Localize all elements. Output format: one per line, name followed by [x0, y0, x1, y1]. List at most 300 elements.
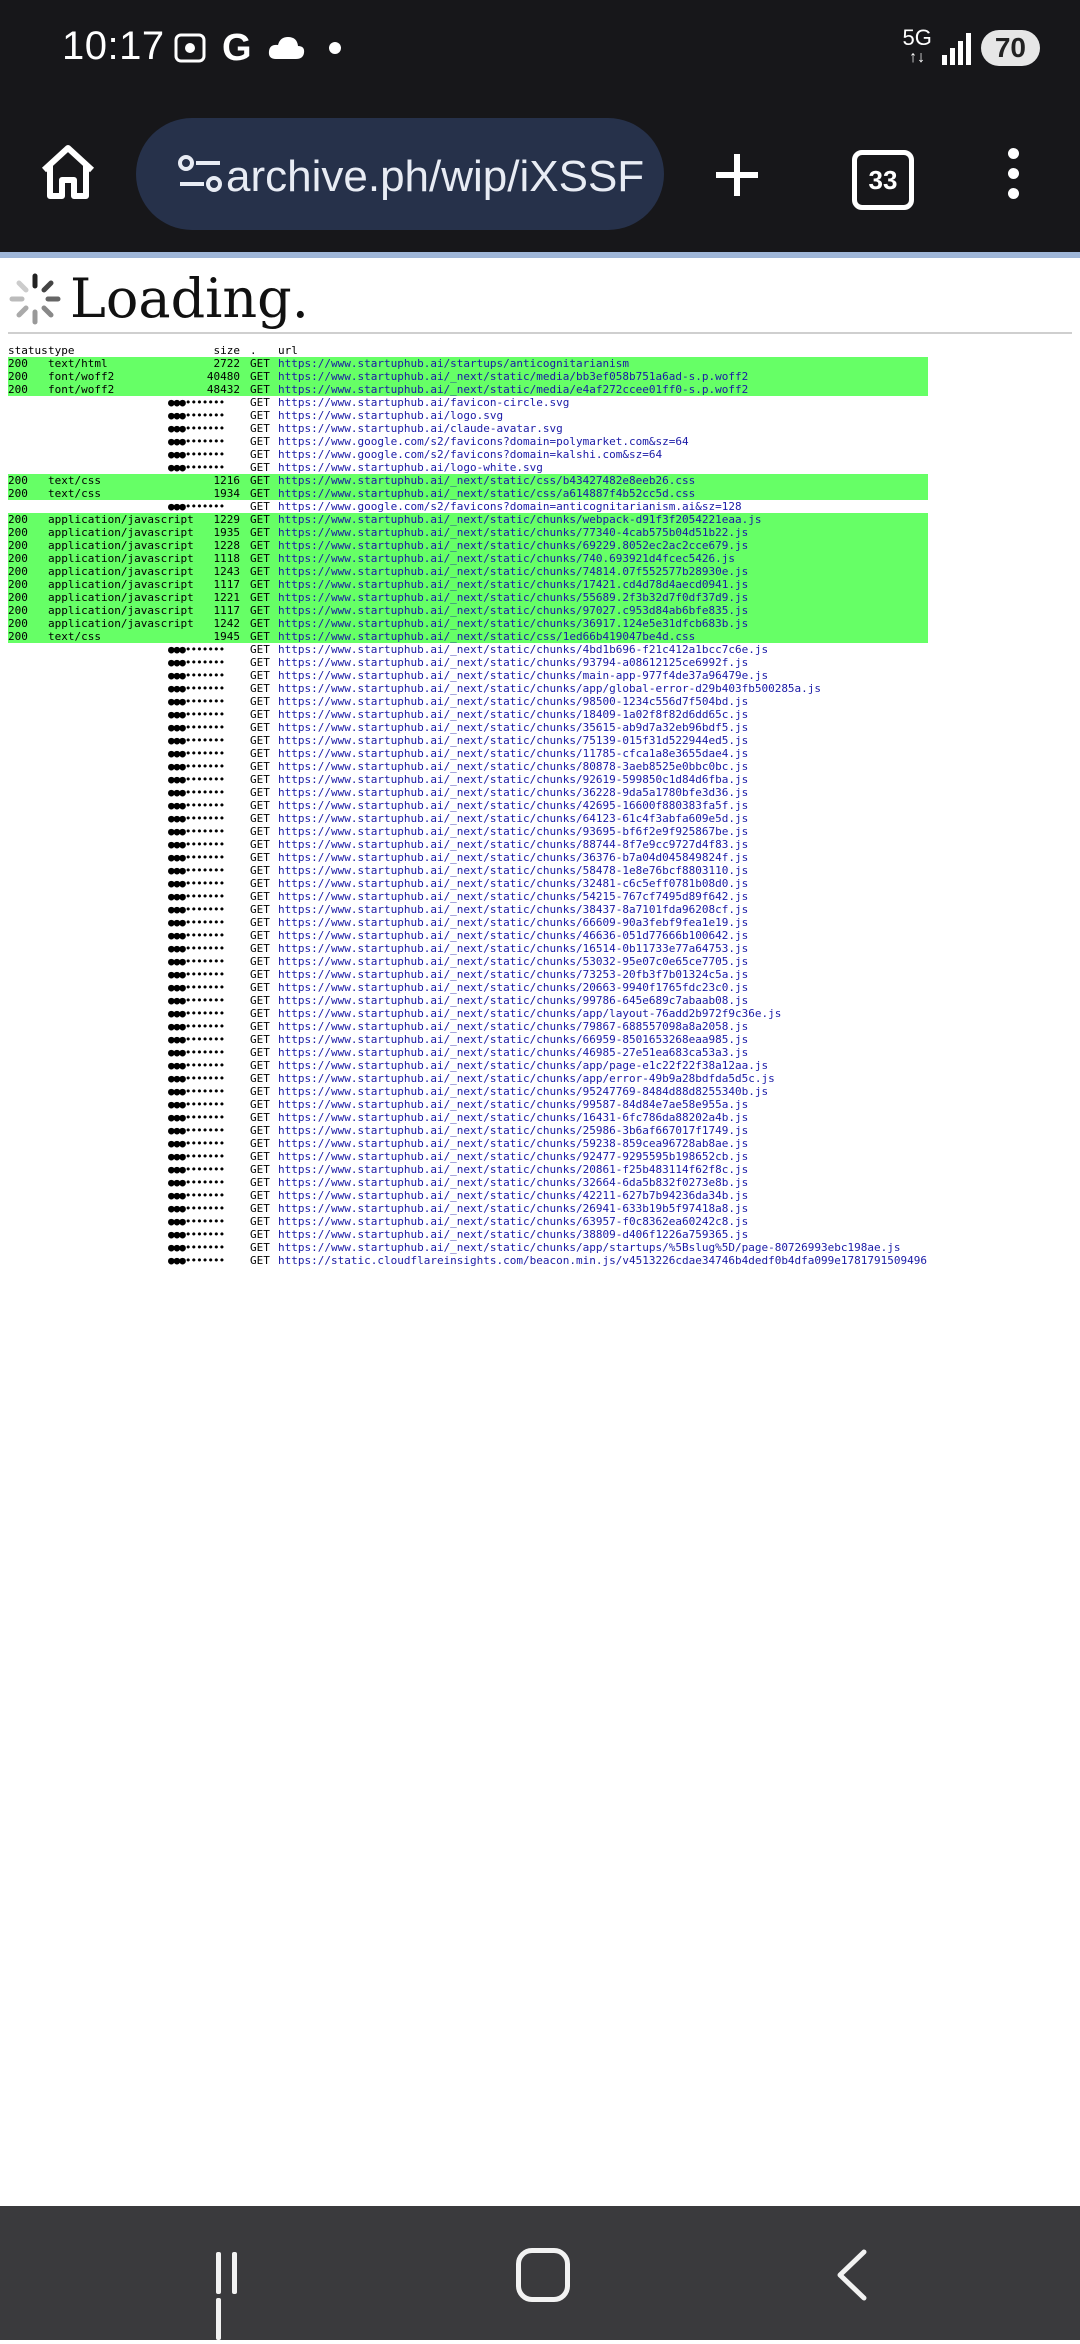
- row-type: application/javascript: [48, 552, 194, 565]
- row-url-link[interactable]: https://www.startuphub.ai/_next/static/chunks/36917.124e5e31dfcb683b.js: [278, 617, 749, 630]
- header-size: size: [213, 344, 240, 357]
- network-indicator: [902, 25, 932, 68]
- table-row: [8, 968, 928, 981]
- row-url-link[interactable]: https://www.startuphub.ai/_next/static/css/b43427482e8eeb26.css: [278, 474, 696, 487]
- table-row: [8, 1072, 928, 1085]
- table-row: [8, 890, 928, 903]
- pending-indicator: ●●●•••••••: [168, 1098, 225, 1111]
- row-size: 48432: [206, 383, 240, 396]
- row-method: GET: [250, 461, 270, 474]
- pending-indicator: ●●●•••••••: [168, 708, 225, 721]
- pending-indicator: ●●●•••••••: [168, 825, 225, 838]
- row-method: GET: [250, 448, 270, 461]
- row-method: GET: [250, 1033, 270, 1046]
- loading-header: [8, 264, 309, 334]
- row-size: 1934: [213, 487, 240, 500]
- pending-indicator: ●●●•••••••: [168, 981, 225, 994]
- pending-indicator: ●●●•••••••: [168, 1111, 225, 1124]
- status-right: [902, 25, 1040, 68]
- row-url-link[interactable]: https://www.startuphub.ai/_next/static/chunks/79867-688557098a8a2058.js: [278, 1020, 749, 1033]
- row-size: 1935: [213, 526, 240, 539]
- row-method: GET: [250, 695, 270, 708]
- row-url-link[interactable]: https://www.startuphub.ai/_next/static/chunks/main-app-977f4de37a96479e.js: [278, 669, 769, 682]
- pending-indicator: ●●●•••••••: [168, 942, 225, 955]
- table-row: [8, 812, 928, 825]
- row-url-link[interactable]: https://www.startuphub.ai/_next/static/chunks/88744-8f7e9cc9727d4f83.js: [278, 838, 749, 851]
- row-type: application/javascript: [48, 565, 194, 578]
- row-url-link[interactable]: https://www.startuphub.ai/_next/static/chunks/20663-9940f1765fdc23c0.js: [278, 981, 749, 994]
- table-row: [8, 734, 928, 747]
- pending-indicator: ●●●•••••••: [168, 1228, 225, 1241]
- table-row: [8, 435, 928, 448]
- table-row: [8, 604, 928, 617]
- row-method: GET: [250, 578, 270, 591]
- row-method: GET: [250, 1215, 270, 1228]
- table-row: [8, 1176, 928, 1189]
- row-url-link[interactable]: https://www.startuphub.ai/_next/static/chunks/740.693921d4fcec5426.js: [278, 552, 735, 565]
- table-row: [8, 1137, 928, 1150]
- row-method: GET: [250, 682, 270, 695]
- header-dot: .: [250, 344, 257, 357]
- row-url-link[interactable]: https://www.startuphub.ai/_next/static/chunks/63957-f0c8362ea60242c8.js: [278, 1215, 749, 1228]
- row-url-link[interactable]: https://www.startuphub.ai/_next/static/chunks/74814.07f552577b28930e.js: [278, 565, 749, 578]
- row-method: GET: [250, 929, 270, 942]
- table-row: [8, 825, 928, 838]
- row-method: GET: [250, 1241, 270, 1254]
- table-row: [8, 1163, 928, 1176]
- table-row: [8, 656, 928, 669]
- table-row: [8, 1111, 928, 1124]
- row-url-link[interactable]: https://www.startuphub.ai/_next/static/chunks/53032-95e07c0e65ce7705.js: [278, 955, 749, 968]
- row-url-link[interactable]: https://www.startuphub.ai/_next/static/chunks/42211-627b7b94236da34b.js: [278, 1189, 749, 1202]
- table-row: [8, 552, 928, 565]
- table-row: [8, 747, 928, 760]
- row-method: GET: [250, 1111, 270, 1124]
- row-status: 200: [8, 487, 28, 500]
- table-row: [8, 526, 928, 539]
- row-url-link[interactable]: https://www.startuphub.ai/_next/static/chunks/38437-8a7101fda96208cf.js: [278, 903, 749, 916]
- row-size: 40480: [206, 370, 240, 383]
- row-type: text/css: [48, 474, 101, 487]
- row-url-link[interactable]: https://www.startuphub.ai/_next/static/chunks/4bd1b696-f21c412a1bcc7c6e.js: [278, 643, 769, 656]
- pending-indicator: ●●●•••••••: [168, 877, 225, 890]
- pending-indicator: ●●●•••••••: [168, 734, 225, 747]
- table-row: [8, 409, 928, 422]
- row-method: GET: [250, 1228, 270, 1241]
- row-url-link[interactable]: https://www.startuphub.ai/_next/static/chunks/93794-a08612125ce6992f.js: [278, 656, 749, 669]
- row-method: GET: [250, 825, 270, 838]
- table-row: [8, 539, 928, 552]
- pending-indicator: ●●●•••••••: [168, 656, 225, 669]
- row-url-link[interactable]: https://www.startuphub.ai/_next/static/chunks/app/global-error-d29b403fb500285a.js: [278, 682, 822, 695]
- row-method: GET: [250, 1072, 270, 1085]
- row-url-link[interactable]: https://www.startuphub.ai/startups/anticognitarianism: [278, 357, 629, 370]
- browser-toolbar: [0, 100, 1080, 252]
- table-row: [8, 1007, 928, 1020]
- row-url-link[interactable]: https://www.startuphub.ai/_next/static/chunks/93695-bf6f2e9f925867be.js: [278, 825, 749, 838]
- pending-indicator: ●●●•••••••: [168, 1189, 225, 1202]
- row-method: GET: [250, 968, 270, 981]
- pending-indicator: ●●●•••••••: [168, 812, 225, 825]
- row-method: GET: [250, 747, 270, 760]
- notification-icons: [172, 26, 350, 70]
- home-button[interactable]: [516, 2248, 570, 2302]
- status-bar: [0, 0, 1080, 100]
- row-method: GET: [250, 1176, 270, 1189]
- row-type: text/html: [48, 357, 108, 370]
- table-row: [8, 1098, 928, 1111]
- pending-indicator: ●●●•••••••: [168, 1176, 225, 1189]
- table-row: [8, 1228, 928, 1241]
- row-url-link[interactable]: https://www.startuphub.ai/_next/static/chunks/46985-27e51ea683ca53a3.js: [278, 1046, 749, 1059]
- row-size: 1229: [213, 513, 240, 526]
- row-method: GET: [250, 643, 270, 656]
- row-url-link[interactable]: https://www.startuphub.ai/_next/static/chunks/18409-1a02f8f82d6dd65c.js: [278, 708, 749, 721]
- row-url-link[interactable]: https://www.startuphub.ai/logo.svg: [278, 409, 504, 422]
- row-status: 200: [8, 474, 28, 487]
- row-method: GET: [250, 734, 270, 747]
- row-url-link[interactable]: https://www.startuphub.ai/_next/static/chunks/73253-20fb3f7b01324c5a.js: [278, 968, 749, 981]
- row-url-link[interactable]: https://www.startuphub.ai/_next/static/chunks/64123-61c4f3abfa609e5d.js: [278, 812, 749, 825]
- row-method: GET: [250, 760, 270, 773]
- row-url-link[interactable]: https://www.startuphub.ai/_next/static/chunks/92477-9295595b198652cb.js: [278, 1150, 749, 1163]
- row-url-link[interactable]: https://www.startuphub.ai/_next/static/chunks/55689.2f3b32d7f0df37d9.js: [278, 591, 749, 604]
- row-method: GET: [250, 864, 270, 877]
- row-method: GET: [250, 786, 270, 799]
- row-url-link[interactable]: https://www.startuphub.ai/_next/static/chunks/97027.c953d84ab6bfe835.js: [278, 604, 749, 617]
- row-method: GET: [250, 838, 270, 851]
- row-method: GET: [250, 552, 270, 565]
- table-row: [8, 591, 928, 604]
- row-method: GET: [250, 1137, 270, 1150]
- row-url-link[interactable]: https://www.startuphub.ai/_next/static/chunks/98500-1234c556d7f504bd.js: [278, 695, 749, 708]
- home-icon[interactable]: [36, 140, 100, 204]
- row-url-link[interactable]: https://www.startuphub.ai/_next/static/chunks/17421.cd4d78d4aecd0941.js: [278, 578, 749, 591]
- row-url-link[interactable]: https://www.startuphub.ai/_next/static/chunks/36376-b7a04d045849824f.js: [278, 851, 749, 864]
- site-settings-icon[interactable]: [178, 154, 222, 194]
- row-status: 200: [8, 513, 28, 526]
- row-status: 200: [8, 552, 28, 565]
- pending-indicator: ●●●•••••••: [168, 773, 225, 786]
- header-status: status: [8, 344, 48, 357]
- row-url-link[interactable]: https://www.startuphub.ai/_next/static/chunks/80878-3aeb8525e0bbc0bc.js: [278, 760, 749, 773]
- row-url-link[interactable]: https://www.google.com/s2/favicons?domain=polymarket.com&sz=64: [278, 435, 689, 448]
- table-row: [8, 500, 928, 513]
- row-type: font/woff2: [48, 370, 115, 383]
- pending-indicator: ●●●•••••••: [168, 1033, 225, 1046]
- row-method: GET: [250, 799, 270, 812]
- row-size: 1221: [213, 591, 240, 604]
- table-row: [8, 643, 928, 656]
- row-method: GET: [250, 591, 270, 604]
- dot-icon: [320, 33, 350, 63]
- row-size: 1118: [213, 552, 240, 565]
- row-url-link[interactable]: https://www.startuphub.ai/_next/static/chunks/58478-1e8e76bcf8803110.js: [278, 864, 749, 877]
- row-status: 200: [8, 578, 28, 591]
- row-url-link[interactable]: https://www.startuphub.ai/_next/static/chunks/16431-6fc786da88202a4b.js: [278, 1111, 749, 1124]
- table-row: [8, 1254, 928, 1267]
- row-method: GET: [250, 435, 270, 448]
- row-method: GET: [250, 1254, 270, 1267]
- row-url-link[interactable]: https://www.startuphub.ai/_next/static/chunks/92619-599850c1d84d6fba.js: [278, 773, 749, 786]
- row-type: application/javascript: [48, 513, 194, 526]
- row-url-link[interactable]: https://www.startuphub.ai/_next/static/chunks/66609-90a3febf9fea1e19.js: [278, 916, 749, 929]
- row-method: GET: [250, 630, 270, 643]
- pending-indicator: ●●●•••••••: [168, 1215, 225, 1228]
- pending-indicator: ●●●•••••••: [168, 1085, 225, 1098]
- table-row: [8, 1033, 928, 1046]
- table-header: [8, 344, 928, 357]
- row-status: 200: [8, 526, 28, 539]
- row-status: 200: [8, 617, 28, 630]
- row-method: GET: [250, 1020, 270, 1033]
- table-row: [8, 721, 928, 734]
- row-size: 1117: [213, 578, 240, 591]
- pending-indicator: ●●●•••••••: [168, 786, 225, 799]
- pending-indicator: ●●●•••••••: [168, 721, 225, 734]
- row-method: GET: [250, 474, 270, 487]
- table-row: [8, 1241, 928, 1254]
- row-url-link[interactable]: https://static.cloudflareinsights.com/beacon.min.js/v4513226cdae34746b4dedf0b4dfa099e1781791509496: [278, 1254, 928, 1267]
- table-row: [8, 422, 928, 435]
- row-method: GET: [250, 708, 270, 721]
- pending-indicator: ●●●•••••••: [168, 968, 225, 981]
- table-row: [8, 799, 928, 812]
- row-method: GET: [250, 409, 270, 422]
- row-method: GET: [250, 877, 270, 890]
- row-method: GET: [250, 526, 270, 539]
- table-row: [8, 916, 928, 929]
- table-row: [8, 513, 928, 526]
- table-row: [8, 760, 928, 773]
- row-method: GET: [250, 916, 270, 929]
- row-type: application/javascript: [48, 591, 194, 604]
- pending-indicator: ●●●•••••••: [168, 760, 225, 773]
- table-row: [8, 669, 928, 682]
- row-method: GET: [250, 422, 270, 435]
- row-method: GET: [250, 903, 270, 916]
- row-size: 2722: [213, 357, 240, 370]
- row-url-link[interactable]: https://www.startuphub.ai/_next/static/chunks/app/layout-76add2b972f9c36e.js: [278, 1007, 782, 1020]
- row-type: application/javascript: [48, 604, 194, 617]
- pending-indicator: ●●●•••••••: [168, 1137, 225, 1150]
- table-row: [8, 1020, 928, 1033]
- row-url-link[interactable]: https://www.startuphub.ai/_next/static/chunks/99587-84d84e7ae58e955a.js: [278, 1098, 749, 1111]
- pending-indicator: ●●●•••••••: [168, 695, 225, 708]
- table-row: [8, 1059, 928, 1072]
- row-url-link[interactable]: https://www.google.com/s2/favicons?domain=anticognitarianism.ai&sz=128: [278, 500, 742, 513]
- row-url-link[interactable]: https://www.startuphub.ai/_next/static/chunks/32481-c6c5eff0781b08d0.js: [278, 877, 749, 890]
- row-url-link[interactable]: https://www.startuphub.ai/_next/static/chunks/75139-015f31d522944ed5.js: [278, 734, 749, 747]
- page-title: Loading.: [70, 267, 309, 330]
- table-row: [8, 1085, 928, 1098]
- table-row: [8, 994, 928, 1007]
- row-url-link[interactable]: https://www.startuphub.ai/_next/static/css/1ed66b419047be4d.css: [278, 630, 696, 643]
- row-method: GET: [250, 890, 270, 903]
- row-url-link[interactable]: https://www.startuphub.ai/_next/static/chunks/42695-16600f880383fa5f.js: [278, 799, 749, 812]
- row-url-link[interactable]: https://www.startuphub.ai/_next/static/chunks/36228-9da5a1780bfe3d36.js: [278, 786, 749, 799]
- network-activity: ↑↓: [909, 49, 926, 66]
- row-method: GET: [250, 565, 270, 578]
- row-method: GET: [250, 1098, 270, 1111]
- table-row: [8, 474, 928, 487]
- row-method: GET: [250, 721, 270, 734]
- pending-indicator: ●●●•••••••: [168, 929, 225, 942]
- header-type: type: [48, 344, 75, 357]
- table-row: [8, 955, 928, 968]
- row-url-link[interactable]: https://www.google.com/s2/favicons?domain=kalshi.com&sz=64: [278, 448, 663, 461]
- row-method: GET: [250, 500, 270, 513]
- row-method: GET: [250, 955, 270, 968]
- row-type: application/javascript: [48, 539, 194, 552]
- row-size: 1243: [213, 565, 240, 578]
- table-row: [8, 461, 928, 474]
- row-url-link[interactable]: https://www.startuphub.ai/claude-avatar.svg: [278, 422, 563, 435]
- pending-indicator: ●●●•••••••: [168, 1124, 225, 1137]
- network-type: 5G: [902, 25, 932, 50]
- url-text[interactable]: archive.ph/wip/iXSSF: [226, 152, 645, 201]
- row-url-link[interactable]: https://www.startuphub.ai/_next/static/chunks/35615-ab9d7a32eb96bdf5.js: [278, 721, 749, 734]
- table-row: [8, 929, 928, 942]
- pending-indicator: ●●●•••••••: [168, 955, 225, 968]
- row-method: GET: [250, 357, 270, 370]
- table-row: [8, 864, 928, 877]
- row-method: GET: [250, 1059, 270, 1072]
- row-url-link[interactable]: https://www.startuphub.ai/_next/static/chunks/11785-cfca1a8e3655dae4.js: [278, 747, 749, 760]
- row-url-link[interactable]: https://www.startuphub.ai/_next/static/chunks/app/startups/%5Bslug%5D/page-80726993ebc198ae.js: [278, 1241, 901, 1254]
- table-row: [8, 396, 928, 409]
- url-bar[interactable]: [136, 118, 664, 230]
- row-url-link[interactable]: https://www.startuphub.ai/_next/static/css/a614887f4b52cc5d.css: [278, 487, 696, 500]
- table-row: [8, 448, 928, 461]
- row-status: 200: [8, 630, 28, 643]
- row-url-link[interactable]: https://www.startuphub.ai/_next/static/chunks/webpack-d91f3f2054221eaa.js: [278, 513, 762, 526]
- row-status: 200: [8, 370, 28, 383]
- row-status: 200: [8, 565, 28, 578]
- row-url-link[interactable]: https://www.startuphub.ai/_next/static/chunks/26941-633b19b5f97418a8.js: [278, 1202, 749, 1215]
- battery-indicator: 70: [981, 30, 1040, 66]
- table-row: [8, 708, 928, 721]
- row-url-link[interactable]: https://www.startuphub.ai/logo-white.svg: [278, 461, 543, 474]
- row-method: GET: [250, 1163, 270, 1176]
- row-url-link[interactable]: https://www.startuphub.ai/_next/static/chunks/app/error-49b9a28bdfda5d5c.js: [278, 1072, 775, 1085]
- row-url-link[interactable]: https://www.startuphub.ai/_next/static/chunks/app/page-e1c22f22f38a12aa.js: [278, 1059, 769, 1072]
- row-url-link[interactable]: https://www.startuphub.ai/_next/static/chunks/66959-8501653268eaa985.js: [278, 1033, 749, 1046]
- row-url-link[interactable]: https://www.startuphub.ai/_next/static/chunks/59238-859cea96728ab8ae.js: [278, 1137, 749, 1150]
- pending-indicator: ●●●•••••••: [168, 643, 225, 656]
- pending-indicator: ●●●•••••••: [168, 1072, 225, 1085]
- pending-indicator: ●●●•••••••: [168, 1254, 225, 1267]
- pending-indicator: ●●●•••••••: [168, 838, 225, 851]
- row-method: GET: [250, 1189, 270, 1202]
- pending-indicator: ●●●•••••••: [168, 1241, 225, 1254]
- pending-indicator: ●●●•••••••: [168, 409, 225, 422]
- row-status: 200: [8, 604, 28, 617]
- tab-switcher-button[interactable]: 33: [852, 150, 914, 210]
- row-type: application/javascript: [48, 526, 194, 539]
- system-nav-bar: [0, 2206, 1080, 2340]
- row-url-link[interactable]: https://www.startuphub.ai/favicon-circle.svg: [278, 396, 570, 409]
- table-row: [8, 1215, 928, 1228]
- row-method: GET: [250, 1046, 270, 1059]
- pending-indicator: ●●●•••••••: [168, 747, 225, 760]
- divider: [8, 332, 1072, 334]
- row-url-link[interactable]: https://www.startuphub.ai/_next/static/media/bb3ef058b751a6ad-s.p.woff2: [278, 370, 749, 383]
- row-method: GET: [250, 851, 270, 864]
- row-method: GET: [250, 604, 270, 617]
- row-url-link[interactable]: https://www.startuphub.ai/_next/static/chunks/32664-6da5b832f0273e8b.js: [278, 1176, 749, 1189]
- table-row: [8, 682, 928, 695]
- table-row: [8, 773, 928, 786]
- back-icon[interactable]: [828, 2248, 878, 2302]
- row-method: GET: [250, 942, 270, 955]
- more-menu-icon[interactable]: [998, 148, 1028, 208]
- pending-indicator: ●●●•••••••: [168, 864, 225, 877]
- pending-indicator: ●●●•••••••: [168, 1202, 225, 1215]
- row-url-link[interactable]: https://www.startuphub.ai/_next/static/chunks/46636-051d77666b100642.js: [278, 929, 749, 942]
- row-url-link[interactable]: https://www.startuphub.ai/_next/static/chunks/69229.8052ec2ac2cce679.js: [278, 539, 749, 552]
- pending-indicator: ●●●•••••••: [168, 682, 225, 695]
- row-method: GET: [250, 1007, 270, 1020]
- row-url-link[interactable]: https://www.startuphub.ai/_next/static/chunks/38809-d406f1226a759365.js: [278, 1228, 749, 1241]
- pending-indicator: ●●●•••••••: [168, 422, 225, 435]
- row-method: GET: [250, 513, 270, 526]
- pending-indicator: ●●●•••••••: [168, 916, 225, 929]
- table-row: [8, 877, 928, 890]
- table-row: [8, 1150, 928, 1163]
- table-row: [8, 487, 928, 500]
- row-url-link[interactable]: https://www.startuphub.ai/_next/static/chunks/95247769-8484d88d8255340b.js: [278, 1085, 769, 1098]
- pending-indicator: ●●●•••••••: [168, 1046, 225, 1059]
- table-row: [8, 565, 928, 578]
- new-tab-icon[interactable]: [712, 150, 762, 200]
- table-row: [8, 1046, 928, 1059]
- table-row: [8, 370, 928, 383]
- signal-icon: [942, 31, 971, 65]
- table-row: [8, 903, 928, 916]
- row-type: text/css: [48, 487, 101, 500]
- row-method: GET: [250, 994, 270, 1007]
- pending-indicator: ●●●•••••••: [168, 435, 225, 448]
- table-row: [8, 981, 928, 994]
- row-size: 1228: [213, 539, 240, 552]
- row-method: GET: [250, 669, 270, 682]
- row-url-link[interactable]: https://www.startuphub.ai/_next/static/chunks/54215-767cf7495d89f642.js: [278, 890, 749, 903]
- row-url-link[interactable]: https://www.startuphub.ai/_next/static/media/e4af272ccee01ff0-s.p.woff2: [278, 383, 749, 396]
- row-method: GET: [250, 539, 270, 552]
- request-table: [8, 344, 928, 1267]
- pending-indicator: ●●●•••••••: [168, 1150, 225, 1163]
- row-url-link[interactable]: https://www.startuphub.ai/_next/static/chunks/77340-4cab575b04d51b22.js: [278, 526, 749, 539]
- row-method: GET: [250, 1150, 270, 1163]
- row-url-link[interactable]: https://www.startuphub.ai/_next/static/chunks/25986-3b6af667017f1749.js: [278, 1124, 749, 1137]
- pending-indicator: ●●●•••••••: [168, 448, 225, 461]
- row-url-link[interactable]: https://www.startuphub.ai/_next/static/chunks/16514-0b11733e77a64753.js: [278, 942, 749, 955]
- row-url-link[interactable]: https://www.startuphub.ai/_next/static/chunks/20861-f25b483114f62f8c.js: [278, 1163, 749, 1176]
- table-row: [8, 578, 928, 591]
- pending-indicator: ●●●•••••••: [168, 851, 225, 864]
- recent-apps-button[interactable]: [216, 2252, 260, 2296]
- spinner-icon: [8, 272, 62, 326]
- row-method: GET: [250, 1202, 270, 1215]
- row-url-link[interactable]: https://www.startuphub.ai/_next/static/chunks/99786-645e689c7abaab08.js: [278, 994, 749, 1007]
- table-row: [8, 617, 928, 630]
- table-row: [8, 1189, 928, 1202]
- table-row: [8, 942, 928, 955]
- row-method: GET: [250, 773, 270, 786]
- row-method: GET: [250, 487, 270, 500]
- pending-indicator: ●●●•••••••: [168, 1020, 225, 1033]
